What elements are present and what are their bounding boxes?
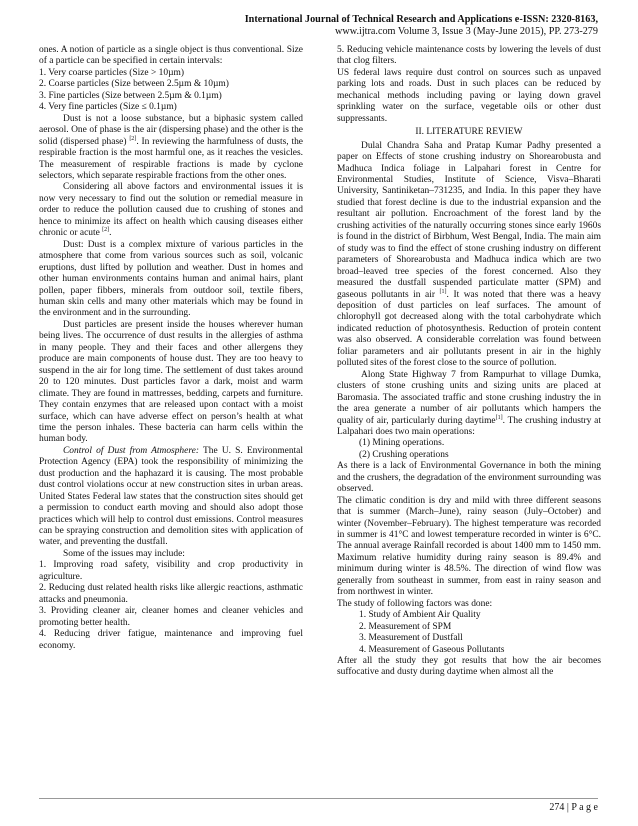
footer-rule — [39, 798, 598, 799]
list-item: 4. Measurement of Gaseous Pollutants — [359, 644, 505, 655]
paragraph: The climatic condition is dry and mild with three different seasons that is summer (March–June), rainy season (July–October) and winter (November–February). The highest temperature was recorded in summer is 41°C and lowest temperature recorded in winter is 6°C. The annual average Rainfall recorded is about 1400 mm to 1450 mm. Maximum relative humidity during rainy season is 89.4% and minimum during winter is 48.5%. The direction of wind flow was generally from southeast in summer, from east in rainy season and from northwest in winter. — [337, 495, 601, 598]
citation: [2] — [102, 227, 110, 234]
page-number: 274 | P a g e — [549, 802, 598, 813]
paragraph: Dust: Dust is a complex mixture of various particles in the atmosphere that come from various sources such as soil, volcanic eruptions, dust lifted by pollution and weather. Dust in homes and other human environments contains human and animal hairs, plant pollen, paper fibbers, minerals from outdoor soil, textile fibers, human skin cells and many other materials which may be found in the environment and in the surrounding. — [39, 239, 303, 319]
particle-size-list — [39, 68, 303, 114]
paragraph: Considering all above factors and environmental issues it is now very necessary to find out the solution or remedial measure in order to reduce the pollution caused due to crushing of stones and hence to minimize its affect on health which causing diseases either chronic or acute [2]. — [39, 182, 303, 239]
right-column — [337, 45, 601, 679]
paragraph: The study of following factors was done: — [337, 598, 493, 609]
list-item: (2) Crushing operations — [359, 449, 449, 460]
list-item: 2. Reducing dust related health risks like allergic reactions, asthmatic attacks and pneumonia. — [39, 583, 303, 605]
list-item: 5. Reducing vehicle maintenance costs by lowering the levels of dust that clog filters. — [337, 45, 601, 67]
subheading: Control of Dust from Atmosphere: — [63, 445, 199, 456]
paragraph: Dust is not a loose substance, but a biphasic system called aerosol. One of phase is the air (dispersing phase) and the other is the solid (dispersed phase) [2]. In reviewing the harmfulness of dusts, the respirable fraction is the most harmful one, as it reaches the vesicles. The measurement of respirable fractions is made by cyclone selectors, which separate respirable fractions from the other ones. — [39, 113, 303, 181]
list-item: 1. Study of Ambient Air Quality — [359, 610, 481, 621]
list-item: 2. Measurement of SPM — [359, 621, 452, 632]
paragraph: Along State Highway 7 from Rampurhat to village Dumka, clusters of stone crushing units and sizing units are placed at Baromasia. The associated traffic and stone crushing industry the in the area generate a number of air pollutants which hampers the quality of air, particularly during daytime[1]. The crushing industry at Lalpahari does two main operations: — [337, 369, 601, 437]
paragraph: ones. A notion of particle as a single object is thus conventional. Size of a particle can be specified in certain intervals: — [39, 45, 303, 67]
journal-header — [178, 14, 598, 39]
paragraph: Some of the issues may include: — [63, 548, 185, 559]
operations-list — [337, 438, 601, 461]
citation: [2] — [129, 135, 137, 142]
citation: [1] — [439, 288, 447, 295]
factors-list — [337, 610, 601, 656]
list-item: 3. Providing cleaner air, cleaner homes and cleaner vehicles and promoting better health. — [39, 606, 303, 628]
journal-title-line: International Journal of Technical Research and Applications e-ISSN: 2320-8163, — [244, 14, 598, 25]
issues-list — [39, 560, 303, 652]
paragraph: As there is a lack of Environmental Governance in both the mining and the crushers, the degradation of the environment surrounding was observed. — [337, 461, 601, 495]
list-item: (1) Mining operations. — [359, 438, 445, 449]
list-item: 3. Fine particles (Size between 2.5µm & 0.1µm) — [39, 90, 222, 101]
paragraph: Dust particles are present inside the houses wherever human being lives. The occurrence of dust results in the allergies of asthma in many people. They and their faces and other allergens they produce are main components of house dust. They are too heavy to suspend in the air for long time. The settlement of dust takes around 20 to 120 minutes. Dust particles favor a dark, moist and warm climate. They are found in mattresses, bedding, carpets and furniture. They contain enzymes that are released upon contact with a moist surface, which can have adverse effect on person’s health at what time the person inhales. These bacteria can harm cells within the human body. — [39, 319, 303, 445]
list-item: 1. Very coarse particles (Size > 10µm) — [39, 67, 185, 78]
list-item: 4. Very fine particles (Size ≤ 0.1µm) — [39, 102, 177, 113]
paragraph: US federal laws require dust control on sources such as unpaved parking lots and roads. Dust in such places can be reduced by mechanical methods including paving or laying down gravel sprinkling water on the surface, vegetable oils or other dust suppressants. — [337, 67, 601, 124]
list-item: 1. Improving road safety, visibility and crop productivity in agriculture. — [39, 560, 303, 582]
paragraph: Control of Dust from Atmosphere: The U. S. Environmental Protection Agency (EPA) took the responsibility of minimizing the dust production and the haphazard it is causing. The most probable dust control violations occur at new construction sites in urban areas. United States Federal law states that the construction sites should get a permission to conduct earth moving and should also adopt those practices which will help to control dust emissions. Control measures can be spraying construction and demolition sites with application of water, and preventing the dustfall. — [39, 445, 303, 548]
left-column — [39, 45, 303, 652]
paragraph: After all the study they got results that how the air becomes suffocative and dusty during daytime when almost all the — [337, 656, 601, 678]
list-item: 2. Coarse particles (Size between 2.5µm & 10µm) — [39, 79, 229, 90]
journal-volume-line: www.ijtra.com Volume 3, Issue 3 (May-June 2015), PP. 273-279 — [335, 26, 598, 38]
citation: [1] — [495, 414, 503, 421]
list-item: 3. Measurement of Dustfall — [359, 633, 463, 644]
section-heading: II. LITERATURE REVIEW — [415, 127, 523, 138]
list-item: 4. Reducing driver fatigue, maintenance and improving fuel economy. — [39, 629, 303, 651]
paragraph: Dulal Chandra Saha and Pratap Kumar Padhy presented a paper on Effects of stone crushing industry on Shorearobusta and Madhuca Indica foliage in Lalpahari forest in Centre for Environmental Studies, Institute of Science, Visva–Bharati University, Santiniketan–731235, and India. In this paper they have studied that forest decline is due to the industrial expansion and the resultant air pollution. Encroachment of the forest land by the crushing activities of the naturally occurring stones since early 1960s is found in the district of Birbhum, West Bengal, India. The main aim of study was to find the effect of stone crushing industry on different parameters of Shorearobusta and Madhuca indica which are two broad–leaved tree species of the forest concerned. Also they measured the dustfall suspended particulate matter (SPM) and gaseous pollutants in air [1]. It was noted that there was a heavy deposition of dust particles on leaf surfaces. The amount of chlorophyll got decreased along with the total carbohydrate which indicated reduction of photosynthesis. Reduction of protein content was also observed. A considerable correlation was found between foliar parameters and air pollutants present in air in the highly polluted sites of the forest close to the source of pollution. — [337, 140, 601, 369]
